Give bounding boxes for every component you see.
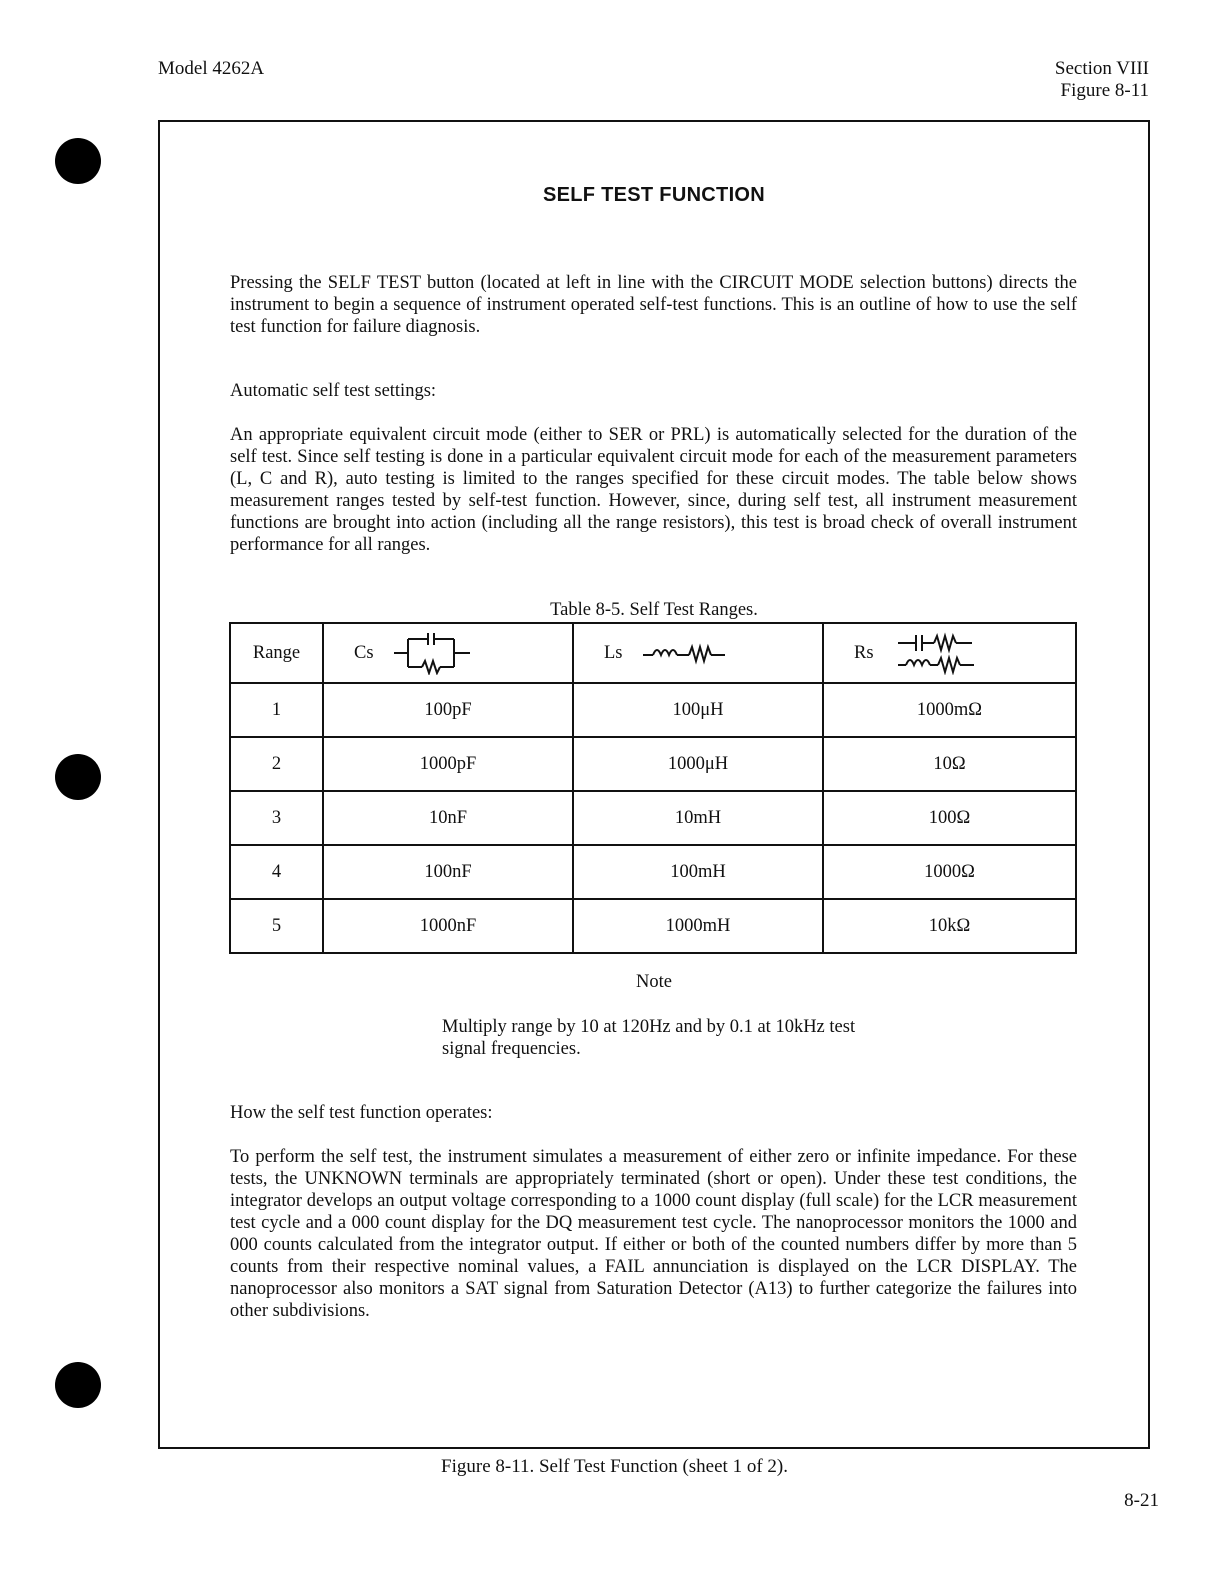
cs-cell: 100nF [323,845,573,899]
ls-cell: 100mH [573,845,823,899]
cs-cell: 1000nF [323,899,573,953]
header-ls-label: Ls [604,642,623,663]
header-rs-label: Rs [854,642,874,663]
table-row [230,737,1076,791]
section-label: Section VIII [1054,58,1149,79]
range-cell: 4 [230,845,323,899]
page-number: 8-21 [1124,1490,1159,1511]
punch-hole-1 [55,138,101,184]
rs-cell: 10Ω [823,737,1076,791]
range-cell: 2 [230,737,323,791]
series-rc-rl-symbol-icon [894,631,990,675]
section-figure-label [1055,58,1149,102]
header-cs-label: Cs [354,642,374,663]
ls-cell: 10mH [573,791,823,845]
cs-cell: 10nF [323,791,573,845]
range-cell: 5 [230,899,323,953]
self-test-ranges-table [229,622,1077,954]
range-cell: 3 [230,791,323,845]
rs-cell: 1000mΩ [823,683,1076,737]
auto-settings-heading: Automatic self test settings: [230,381,437,401]
series-lr-symbol-icon [643,641,739,665]
table-caption: Table 8-5. Self Test Ranges. [550,600,758,620]
table-row [230,899,1076,953]
note-text: Multiply range by 10 at 120Hz and by 0.1 at 10kHz test signal frequencies. [442,1017,856,1059]
cs-cell: 100pF [323,683,573,737]
table-row [230,683,1076,737]
cs-cell: 1000pF [323,737,573,791]
rs-cell: 100Ω [823,791,1076,845]
auto-settings-paragraph: An appropriate equivalent circuit mode (either to SER or PRL) is automatically selected for the duration of the self test. Since self testing is done in a particular equivalent circuit mode for each of the measurement parameters (L, C and R), auto testing is limited to the ranges specified for these circuit modes. The table below shows measurement ranges tested by self-test function. However, since, during self test, all instrument measurement functions are brought into action (including all the range resistors), this test is broad check of overall instrument performance for all ranges. [230,425,1077,555]
header-rs [823,623,1076,683]
punch-hole-3 [55,1362,101,1408]
ls-cell: 100μH [573,683,823,737]
how-it-works-heading: How the self test function operates: [230,1103,493,1123]
range-cell: 1 [230,683,323,737]
how-it-works-paragraph: To perform the self test, the instrument simulates a measurement of either zero or infinite impedance. For these tests, the UNKNOWN terminals are appropriately terminated (short or open). Under these test conditions, the integrator develops an output voltage corresponding to a 1000 count display (full scale) for the LCR measurement test cycle and a 000 count display for the DQ measurement test cycle. The nanoprocessor monitors the 1000 and 000 counts calculated from the integrator output. If either or both of the counted numbers differ by more than 5 counts from their respective nominal values, a FAIL annunciation is displayed on the LCR DISPLAY. The nanoprocessor also monitors a SAT signal from Saturation Detector (A13) to further categorize the failures into other subdivisions. [230,1147,1077,1321]
header-cs [323,623,573,683]
header-range [230,623,323,683]
figure-label: Figure 8-11 [1060,80,1149,101]
header-range-label: Range [252,642,301,663]
table-header-row [230,623,1076,683]
intro-paragraph: Pressing the SELF TEST button (located at left in line with the CIRCUIT MODE selection buttons) directs the instrument to begin a sequence of instrument operated self-test functions. This is an outline of how to use the self test function for failure diagnosis. [230,273,1077,337]
rs-cell: 1000Ω [823,845,1076,899]
table-row [230,791,1076,845]
ls-cell: 1000mH [573,899,823,953]
punch-hole-2 [55,754,101,800]
model-label: Model 4262A [158,58,265,79]
note-title: Note [636,972,672,992]
header-ls [573,623,823,683]
figure-caption: Figure 8-11. Self Test Function (sheet 1 of 2). [441,1456,788,1477]
ls-cell: 1000μH [573,737,823,791]
parallel-rc-symbol-icon [394,631,478,675]
table-row [230,845,1076,899]
figure-frame [158,120,1150,1449]
rs-cell: 10kΩ [823,899,1076,953]
page-title: SELF TEST FUNCTION [542,184,766,206]
